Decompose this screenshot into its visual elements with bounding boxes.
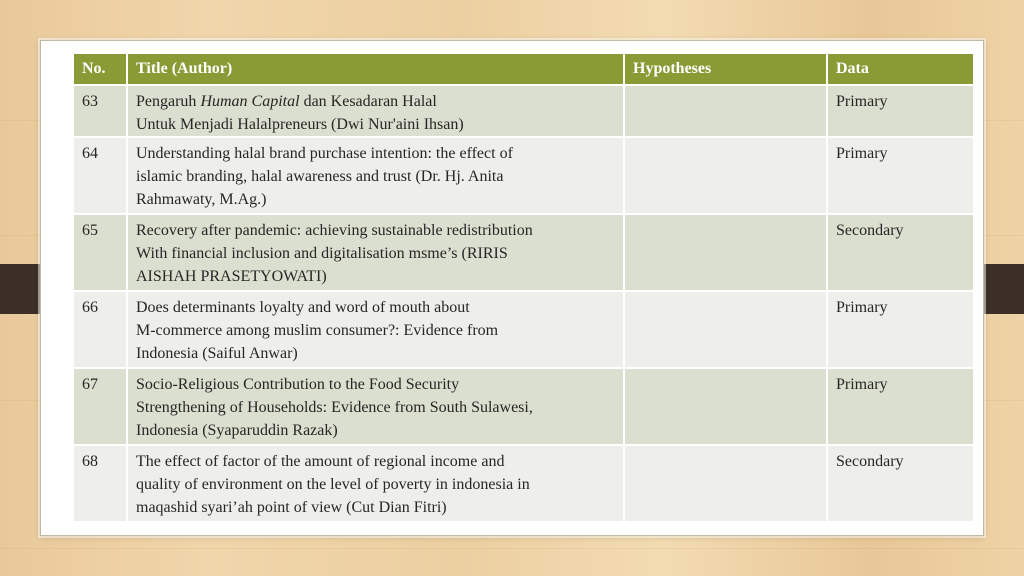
table-row [74, 369, 973, 444]
row-title [128, 215, 623, 290]
title-line: Does determinants loyalty and word of mouth about [136, 299, 470, 316]
row-data-type: Secondary [828, 215, 973, 290]
title-line: Understanding halal brand purchase intention: the effect of [136, 145, 513, 162]
table-row [74, 86, 973, 136]
studies-table [72, 52, 975, 523]
row-number: 64 [74, 138, 126, 213]
table-row [74, 292, 973, 367]
row-hypotheses [625, 446, 826, 521]
row-title [128, 369, 623, 444]
row-hypotheses [625, 369, 826, 444]
row-data-type: Secondary [828, 446, 973, 521]
wood-grain [0, 548, 1024, 549]
header-title-author: Title (Author) [128, 54, 623, 84]
row-number: 66 [74, 292, 126, 367]
row-title [128, 86, 623, 136]
row-hypotheses [625, 292, 826, 367]
row-hypotheses [625, 138, 826, 213]
row-number: 68 [74, 446, 126, 521]
row-title [128, 446, 623, 521]
header-hypotheses: Hypotheses [625, 54, 826, 84]
row-number: 67 [74, 369, 126, 444]
header-no: No. [74, 54, 126, 84]
title-line: Recovery after pandemic: achieving sustainable redistribution [136, 222, 533, 239]
row-data-type: Primary [828, 292, 973, 367]
title-line: With financial inclusion and digitalisation msme’s (RIRIS [136, 245, 508, 262]
title-line: Strengthening of Households: Evidence from South Sulawesi, [136, 399, 533, 416]
title-line: Rahmawaty, M.Ag.) [136, 191, 267, 208]
title-line: Pengaruh Human Capital dan Kesadaran Halal [136, 93, 437, 110]
title-line: M-commerce among muslim consumer?: Evidence from [136, 322, 499, 339]
row-title [128, 292, 623, 367]
title-line: AISHAH PRASETYOWATI) [136, 268, 327, 285]
title-line: maqashid syari’ah point of view (Cut Dian Fitri) [136, 499, 447, 516]
table-row [74, 138, 973, 213]
header-data: Data [828, 54, 973, 84]
title-line: Indonesia (Saiful Anwar) [136, 345, 298, 362]
row-hypotheses [625, 86, 826, 136]
title-line: The effect of factor of the amount of regional income and [136, 453, 505, 470]
row-hypotheses [625, 215, 826, 290]
row-data-type: Primary [828, 86, 973, 136]
title-line: Socio-Religious Contribution to the Food Security [136, 376, 460, 393]
slide [40, 40, 984, 536]
title-line: Untuk Menjadi Halalpreneurs (Dwi Nur'aini Ihsan) [136, 116, 464, 133]
title-line: quality of environment on the level of poverty in indonesia in [136, 476, 530, 493]
table-row [74, 215, 973, 290]
row-data-type: Primary [828, 369, 973, 444]
italic-term: Human Capital [200, 93, 300, 110]
title-line: Indonesia (Syaparuddin Razak) [136, 422, 338, 439]
title-line: islamic branding, halal awareness and trust (Dr. Hj. Anita [136, 168, 504, 185]
table-header-row [74, 54, 973, 84]
row-data-type: Primary [828, 138, 973, 213]
table-row [74, 446, 973, 521]
row-number: 65 [74, 215, 126, 290]
row-title [128, 138, 623, 213]
row-number: 63 [74, 86, 126, 136]
